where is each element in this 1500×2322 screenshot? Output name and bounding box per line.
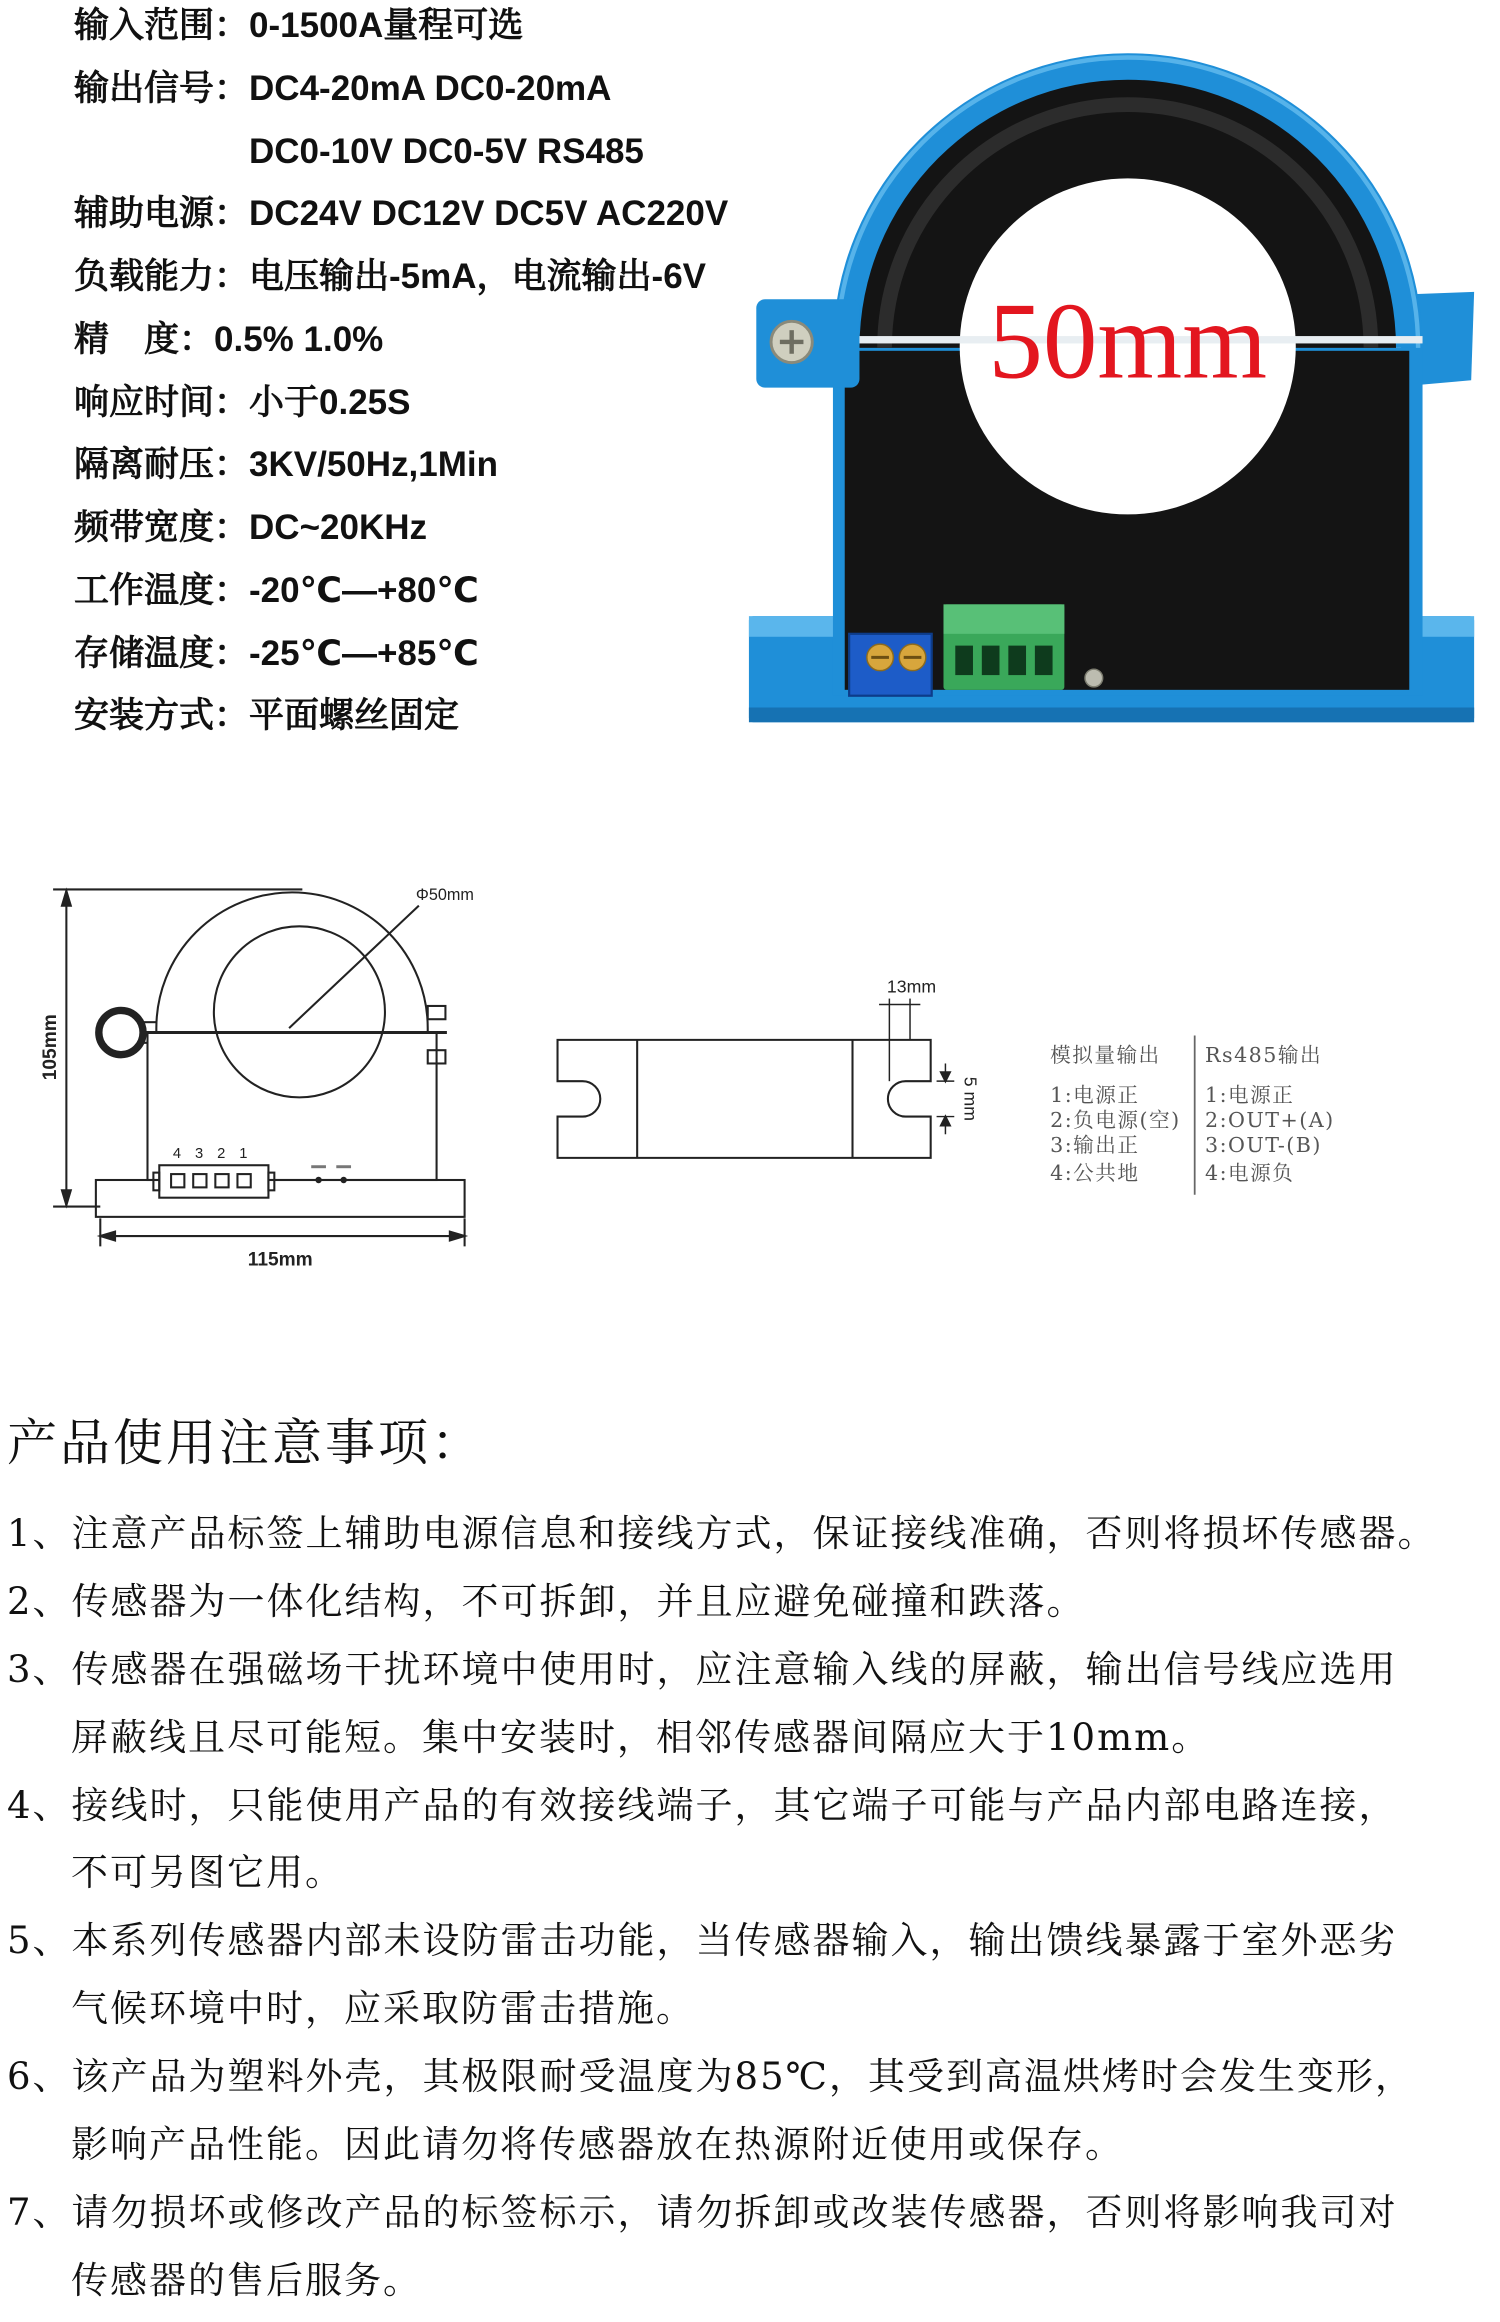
spec-value: 平面螺丝固定 (249, 696, 460, 736)
slot-width-label: 13mm (886, 976, 937, 997)
terminal-hole (1008, 646, 1026, 675)
note-text: 不可另图它用。 (71, 1851, 344, 1895)
notes-title: 产品使用注意事项： (7, 1414, 484, 1472)
note-text: 接线时，只能使用产品的有效接线端子，其它端子可能与产品内部电路连接， (71, 1783, 1398, 1827)
spec-label: 输出信号： (74, 68, 250, 108)
table-cell-rs485: 4:电源负 (1205, 1160, 1295, 1185)
usage-notes (7, 1500, 1437, 2315)
terminal-pin-label: 2 (217, 1145, 226, 1162)
note-number: 1、 (7, 1512, 72, 1555)
note-line-continued (7, 2247, 1437, 2315)
table-cell-rs485: 1:电源正 (1205, 1082, 1295, 1107)
left-foot-highlight (749, 616, 846, 637)
note-text: 本系列传感器内部未设防雷击功能，当传感器输入，输出馈线暴露于室外恶劣 (71, 1919, 1398, 1963)
terminal-ear (268, 1173, 274, 1191)
spec-row-output-signal (74, 58, 728, 121)
spec-row-load-capacity (74, 246, 728, 309)
arrow-down-icon (941, 1072, 950, 1081)
note-number: 3、 (7, 1647, 72, 1691)
spec-row-isolation-voltage (74, 434, 728, 497)
terminal-block-top (943, 604, 1064, 633)
spec-row-mounting (74, 685, 728, 748)
spec-list (74, 0, 728, 748)
table-cell-analog: 4:公共地 (1050, 1160, 1140, 1185)
side-view-outline (558, 1040, 931, 1158)
table-cell-rs485: 3:OUT-(B) (1205, 1132, 1322, 1157)
note-number: 6、 (7, 2055, 72, 2099)
spec-label: 存储温度： (74, 633, 250, 673)
table-header-analog: 模拟量输出 (1050, 1043, 1161, 1067)
spec-label: 工作温度： (74, 570, 250, 610)
note-line-continued (7, 2111, 1437, 2179)
note-text: 传感器为一体化结构，不可拆卸，并且应避免碰撞和跌落。 (71, 1579, 1086, 1623)
note-item (7, 2043, 1437, 2179)
note-text: 传感器在强磁场干扰环境中使用时，应注意输入线的屏蔽，输出信号线应选用 (71, 1647, 1398, 1691)
base-outline (96, 1180, 465, 1217)
mounting-ear-outline (99, 1010, 143, 1054)
note-text: 屏蔽线且尽可能短。集中安装时，相邻传感器间隔应大于10mm。 (71, 1715, 1211, 1759)
spec-row-storage-temp (74, 623, 728, 686)
upper-arch-outline (156, 892, 427, 1032)
adjust-point (340, 1177, 346, 1183)
note-line (7, 1772, 1437, 1840)
spec-value: DC0-10V DC0-5V RS485 (249, 131, 644, 171)
note-line-continued (7, 1704, 1437, 1772)
spec-row-operating-temp (74, 560, 728, 623)
spec-label: 安装方式： (74, 696, 250, 736)
spec-value: DC4-20mA DC0-20mA (249, 68, 612, 108)
terminal-pin-label: 3 (195, 1145, 204, 1162)
note-number: 7、 (7, 2190, 72, 2234)
arrow-left-icon (100, 1232, 115, 1241)
technical-drawings (0, 826, 1500, 1298)
note-line (7, 1636, 1437, 1704)
terminal-hole (1035, 646, 1053, 675)
diameter-label: Φ50mm (415, 885, 474, 904)
note-item (7, 1772, 1437, 1908)
arrow-down-icon (62, 1190, 71, 1205)
spec-value: 电压输出-5mA，电流输出-6V (249, 257, 706, 296)
terminal-hole (955, 646, 973, 675)
table-cell-analog: 2:负电源(空) (1050, 1107, 1181, 1132)
arrow-up-icon (941, 1117, 950, 1126)
front-view-drawing (53, 889, 465, 1246)
note-text: 该产品为塑料外壳，其极限耐受温度为85℃，其受到高温烘烤时会发生变形， (71, 2055, 1415, 2099)
note-item (7, 1907, 1437, 2043)
base-shadow (749, 708, 1474, 723)
note-number: 5、 (7, 1919, 72, 1963)
note-text: 注意产品标签上辅助电源信息和接线方式，保证接线准确，否则将损坏传感器。 (71, 1512, 1437, 1555)
note-line-continued (7, 1839, 1437, 1907)
spec-value: -20℃—+80℃ (249, 570, 479, 610)
spec-row-accuracy (74, 309, 728, 372)
right-nub (428, 1006, 446, 1019)
spec-label: 辅助电源： (74, 194, 250, 234)
spec-label: 负载能力： (74, 257, 250, 296)
arrow-right-icon (450, 1232, 465, 1241)
adjust-point (315, 1177, 321, 1183)
height-dimension-label: 105mm (40, 1014, 62, 1081)
note-item (7, 2179, 1437, 2315)
spec-row-input-range (74, 0, 728, 58)
arrow-up-icon (62, 891, 71, 906)
spec-row-response-time (74, 372, 728, 435)
spec-value: 3KV/50Hz,1Min (249, 445, 498, 485)
note-text: 影响产品性能。因此请勿将传感器放在热源附近使用或保存。 (71, 2123, 1124, 2167)
note-item (7, 1636, 1437, 1772)
spec-row-aux-power (74, 183, 728, 246)
spec-value: DC24V DC12V DC5V AC220V (249, 194, 729, 234)
spec-value: 0-1500A量程可选 (249, 6, 524, 45)
side-view-drawing (558, 999, 955, 1158)
spec-label: 隔离耐压： (74, 445, 250, 485)
table-cell-rs485: 2:OUT+(A) (1205, 1107, 1335, 1132)
side-view-labels (887, 977, 981, 1121)
spec-value: 小于0.25S (249, 382, 411, 422)
note-line-continued (7, 1975, 1437, 2043)
note-text: 气候环境中时，应采取防雷击措施。 (71, 1987, 695, 2031)
small-screw-icon (1085, 669, 1103, 687)
pinout-table (1050, 1035, 1335, 1194)
table-cell-analog: 3:输出正 (1050, 1132, 1140, 1157)
spec-label: 响应时间： (74, 382, 250, 422)
note-line (7, 2043, 1437, 2111)
spec-value: DC~20KHz (249, 508, 427, 547)
spec-label: 输入范围： (74, 6, 250, 45)
note-number: 4、 (7, 1783, 72, 1827)
spec-row-bandwidth (74, 497, 728, 560)
note-text: 请勿损坏或修改产品的标签标示，请勿拆卸或改装传感器，否则将影响我司对 (71, 2190, 1398, 2234)
width-dimension-label: 115mm (247, 1249, 313, 1271)
diameter-leader-line (289, 906, 419, 1028)
note-line (7, 2179, 1437, 2247)
front-view-labels (40, 886, 474, 1271)
aperture-outline (214, 926, 385, 1097)
note-line (7, 1568, 1437, 1636)
note-line (7, 1500, 1437, 1568)
note-item (7, 1500, 1437, 1568)
slot-height-label: 5 mm (960, 1076, 981, 1121)
aperture-size-label: 50mm (988, 280, 1268, 402)
spec-label: 精 度： (74, 319, 215, 359)
terminal-pin-label: 4 (172, 1145, 182, 1162)
note-item (7, 1568, 1437, 1636)
terminal-pin-label: 1 (239, 1145, 248, 1162)
spec-value: 0.5% 1.0% (214, 319, 384, 359)
spec-value: -25℃—+85℃ (249, 633, 479, 673)
spec-label: 频带宽度： (74, 508, 250, 547)
note-line (7, 1907, 1437, 1975)
table-header-rs485: Rs485输出 (1205, 1043, 1323, 1067)
product-photo (737, 0, 1489, 737)
terminal-ear (153, 1173, 159, 1191)
terminal-hole (982, 646, 1000, 675)
spec-row-output-signal-cont (74, 121, 728, 184)
note-text: 传感器的售后服务。 (71, 2258, 422, 2302)
note-number: 2、 (7, 1579, 72, 1623)
table-cell-analog: 1:电源正 (1050, 1082, 1140, 1107)
lower-body-outline (147, 1033, 436, 1180)
terminal-outline (159, 1165, 268, 1197)
